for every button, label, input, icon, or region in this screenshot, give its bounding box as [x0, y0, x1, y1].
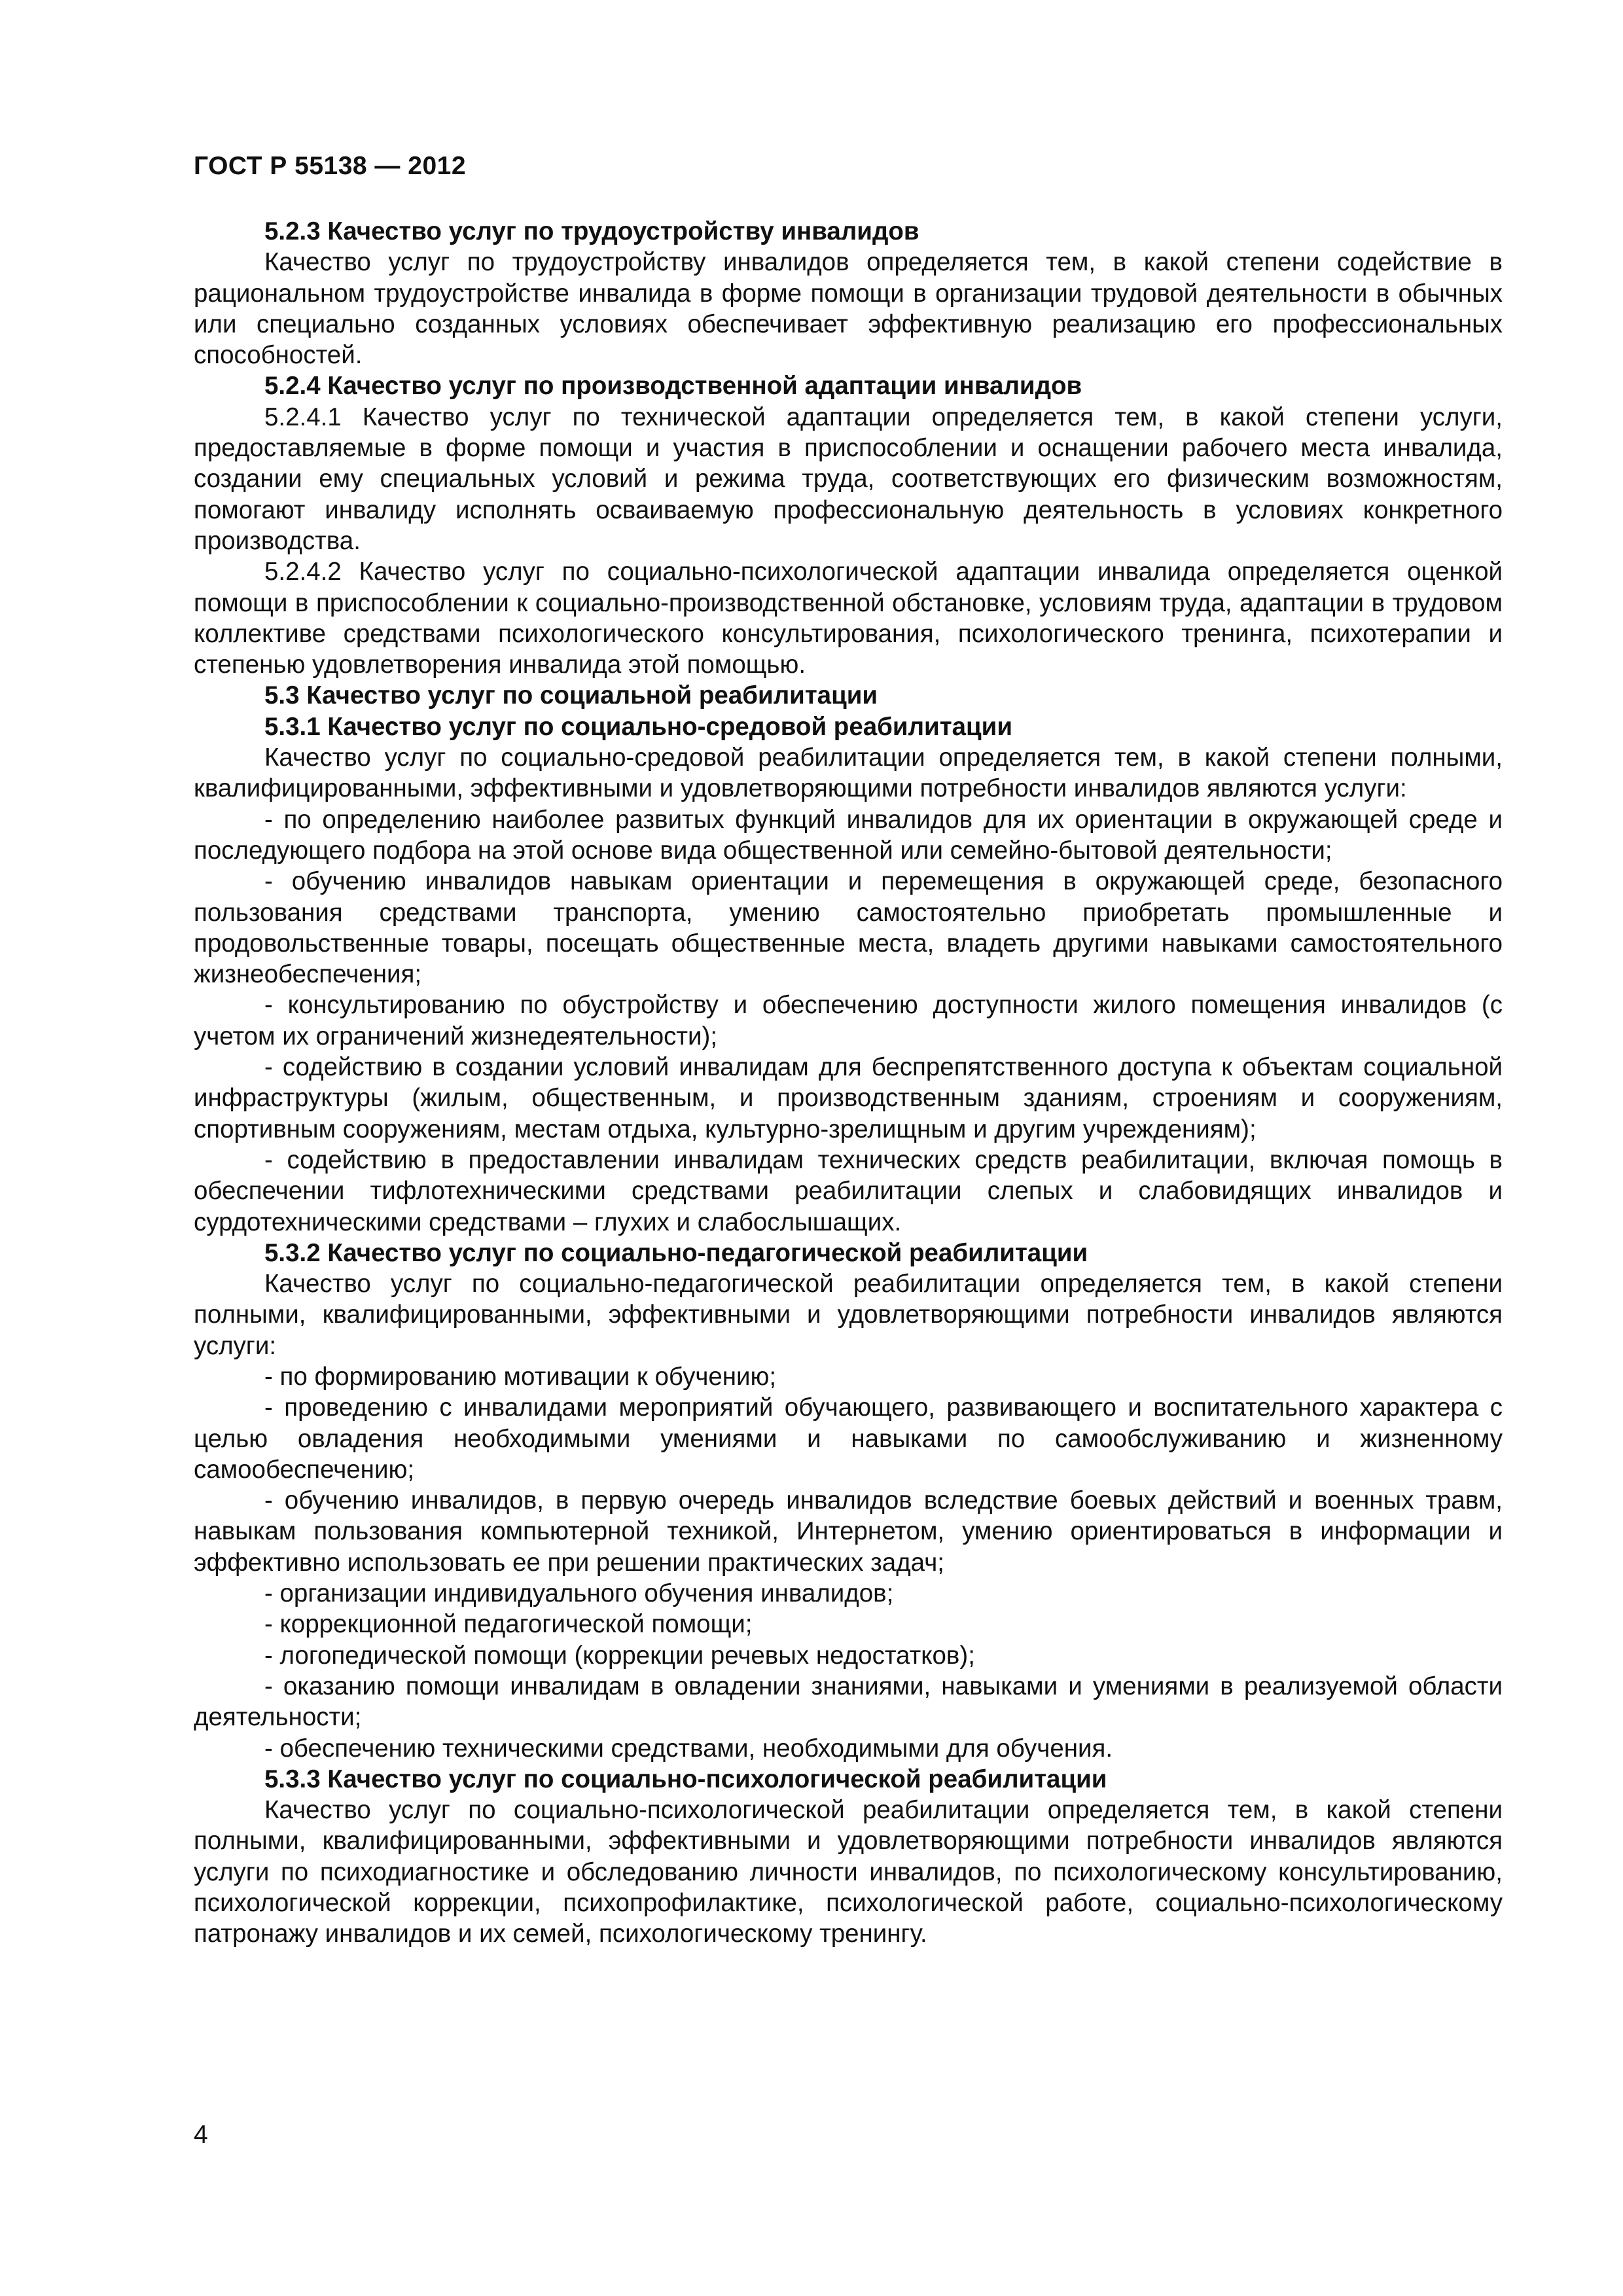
paragraph: 5.2.4.2 Качество услуг по социально-психологической адаптации инвалида определяется оценкой помощи в приспособлении к социально-производственной обстановке, условиям труда, адаптации в трудовом коллективе средствами психологического консультирования, психологического тренинга, психотерапии и степенью удовлетворения инвалида этой помощью.: [194, 558, 1503, 679]
heading-5-3-3: 5.3.3 Качество услуг по социально-психологической реабилитации: [264, 1765, 1107, 1793]
list-item: - обучению инвалидов навыкам ориентации и перемещения в окружающей среде, безопасного пользования средствами транспорта, умению самостоятельно приобретать промышленные и продовольственные товары, посещать общественные места, владеть другими навыками самостоятельного жизнеобеспечения;: [194, 867, 1503, 989]
paragraph: Качество услуг по социально-педагогической реабилитации определяется тем, в какой степени полными, квалифицированными, эффективными и удовлетворяющими потребности инвалидов являются услуги:: [194, 1270, 1503, 1360]
list-item: - содействию в создании условий инвалидам для беспрепятственного доступа к объектам социальной инфраструктуры (жилым, общественным, и производственным зданиям, строениям и сооружениям, спортивным сооружениям, местам отдыха, культурно-зрелищным и другим учреждениям);: [194, 1053, 1503, 1143]
paragraph: Качество услуг по социально-средовой реабилитации определяется тем, в какой степени полными, квалифицированными, эффективными и удовлетворяющими потребности инвалидов являются услуги:: [194, 744, 1503, 803]
list-item: - проведению с инвалидами мероприятий обучающего, развивающего и воспитательного характера с целью овладения необходимыми умениями и навыками по самообслуживанию и жизненному самообеспечению;: [194, 1393, 1503, 1484]
list-item: - по формированию мотивации к обучению;: [264, 1362, 777, 1391]
list-item: - содействию в предоставлении инвалидам технических средств реабилитации, включая помощь в обеспечении тифлотехническими средствами реабилитации слепых и слабовидящих инвалидов и сурдотехническими средствами – глухих и слабослышащих.: [194, 1145, 1503, 1236]
heading-5-3: 5.3 Качество услуг по социальной реабилитации: [264, 681, 878, 710]
page-number: 4: [194, 2121, 208, 2149]
paragraph: 5.2.4.1 Качество услуг по технической адаптации определяется тем, в какой степени услуги, предоставляемые в форме помощи и участия в приспособлении и оснащении рабочего места инвалида, создании ему специальных условий и режима труда, соответствующих его физическим возможностям, помогают инвалиду исполнять осваиваемую профессиональную деятельность в условиях конкретного производства.: [194, 403, 1503, 555]
paragraph: Качество услуг по трудоустройству инвалидов определяется тем, в какой степени содействие в рациональном трудоустройстве инвалида в форме помощи в организации трудовой деятельности в обычных или специально созданных условиях обеспечивает эффективную реализацию его профессиональных способностей.: [194, 248, 1503, 370]
list-item: - по определению наиболее развитых функций инвалидов для их ориентации в окружающей среде и последующего подбора на этой основе вида общественной или семейно-бытовой деятельности;: [194, 805, 1503, 865]
document-body: [194, 216, 1503, 1950]
list-item: - обучению инвалидов, в первую очередь инвалидов вследствие боевых действий и военных травм, навыкам пользования компьютерной техникой, Интернетом, умению ориентироваться в информации и эффективно использовать ее при решении практических задач;: [194, 1486, 1503, 1577]
list-item: - логопедической помощи (коррекции речевых недостатков);: [264, 1641, 975, 1670]
heading-5-2-3: 5.2.3 Качество услуг по трудоустройству инвалидов: [264, 217, 919, 245]
heading-5-2-4: 5.2.4 Качество услуг по производственной адаптации инвалидов: [264, 372, 1082, 401]
document-header: ГОСТ Р 55138 — 2012: [194, 152, 467, 180]
heading-5-3-1: 5.3.1 Качество услуг по социально-средовой реабилитации: [264, 712, 1012, 741]
list-item: - коррекционной педагогической помощи;: [264, 1610, 753, 1639]
list-item: - консультированию по обустройству и обеспечению доступности жилого помещения инвалидов (с учетом их ограничений жизнедеятельности);: [194, 991, 1503, 1050]
paragraph: Качество услуг по социально-психологической реабилитации определяется тем, в какой степени полными, квалифицированными, эффективными и удовлетворяющими потребности инвалидов являются услуги по психодиагностике и обследованию личности инвалидов, по психологическому консультированию, психологической коррекции, психопрофилактике, психологической работе, социально-психологическому патронажу инвалидов и их семей, психологическому тренингу.: [194, 1796, 1503, 1948]
list-item: - оказанию помощи инвалидам в овладении знаниями, навыками и умениями в реализуемой области деятельности;: [194, 1672, 1503, 1732]
list-item: - обеспечению техническими средствами, необходимыми для обучения.: [264, 1734, 1113, 1763]
heading-5-3-2: 5.3.2 Качество услуг по социально-педагогической реабилитации: [264, 1238, 1088, 1267]
list-item: - организации индивидуального обучения инвалидов;: [264, 1579, 894, 1608]
